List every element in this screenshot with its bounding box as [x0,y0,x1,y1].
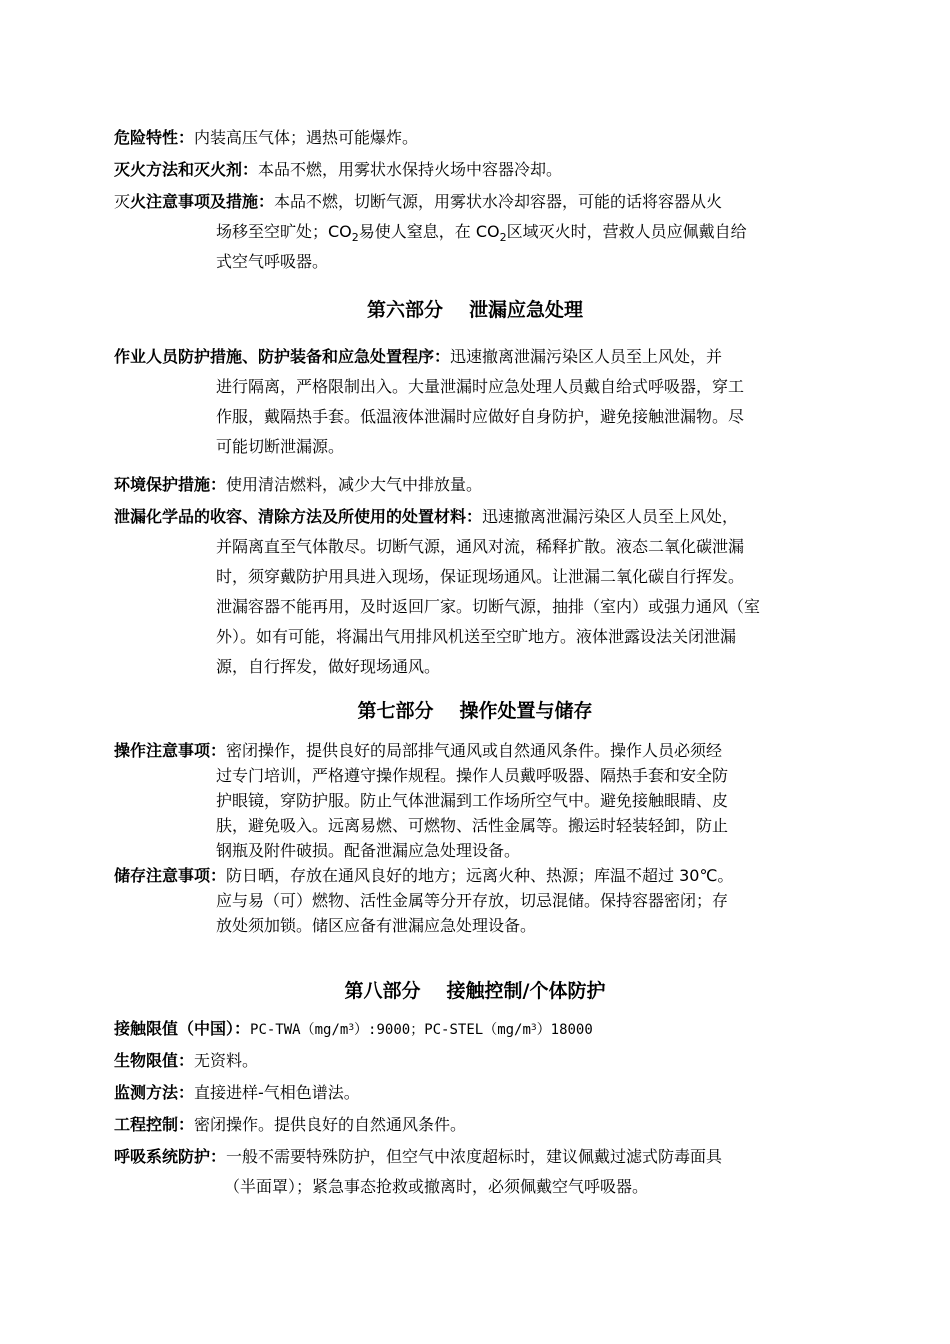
engineering-control-text: 密闭操作。提供良好的自然通风条件。 [194,1115,467,1134]
cleanup-line3: 时，须穿戴防护用具进入现场，保证现场通风。让泄漏二氧化碳自行挥发。 [216,567,745,586]
operation-line3: 护眼镜，穿防护服。防止气体泄漏到工作场所空气中。避免接触眼睛、皮 [216,791,729,810]
fire-notes-line2 [114,217,844,247]
engineering-control-label: 工程控制： [114,1115,195,1134]
storage-label: 储存注意事项： [114,866,227,885]
operation-label: 操作注意事项： [114,741,227,760]
bio-limit-text: 无资料。 [194,1051,259,1070]
exposure-limit-text-c: ）18000 [536,1022,593,1038]
respiratory-entry [114,1142,844,1202]
unit-superscript: 3 [530,1023,537,1033]
cleanup-line6: 源，自行挥发，做好现场通风。 [216,657,441,676]
ppe-entry [114,342,844,462]
env-text: 使用清洁燃料，减少大气中排放量。 [226,475,483,494]
fire-notes-line3: 式空气呼吸器。 [216,252,329,271]
storage-entry [114,863,844,938]
section7-number: 第七部分 [357,700,434,722]
operation-line5: 钢瓶及附件破损。配备泄漏应急处理设备。 [216,841,521,860]
storage-line1: 防日晒，存放在通风良好的地方；远离火种、热源；库温不超过 30℃。 [226,866,734,885]
hazard-label: 危险特性： [114,128,195,147]
operation-entry [114,738,844,863]
fire-notes-entry [114,187,844,277]
fire-notes-prefix: 灭 [114,192,131,211]
hazard-text: 内装高压气体；遇热可能爆炸。 [194,128,419,147]
fire-method-label: 灭火方法和灭火剂： [114,160,259,179]
fire-notes-line2-a: 场移至空旷处；CO [216,222,352,241]
operation-line1: 密闭操作，提供良好的局部排气通风或自然通风条件。操作人员必须经 [226,741,723,760]
ppe-line4: 可能切断泄漏源。 [216,437,345,456]
cleanup-label: 泄漏化学品的收容、清除方法及所使用的处置材料： [114,507,483,526]
cleanup-line2: 并隔离直至气体散尽。切断气源，通风对流，稀释扩散。液态二氧化碳泄漏 [216,537,745,556]
cleanup-entry [114,502,844,682]
section7-title: 操作处置与储存 [459,700,593,722]
respiratory-label: 呼吸系统防护： [114,1147,227,1166]
cleanup-line4: 泄漏容器不能再用，及时返回厂家。切断气源，抽排（室内）或强力通风（室 [216,597,761,616]
co2-subscript: 2 [499,231,507,244]
cleanup-line1: 迅速撤离泄漏污染区人员至上风处， [482,507,739,526]
ppe-line1: 迅速撤离泄漏污染区人员至上风处，并 [450,347,723,366]
fire-notes-line2-b: 易使人窒息，在 CO [358,222,500,241]
section6-number: 第六部分 [366,299,443,321]
co2-subscript: 2 [351,231,359,244]
storage-line3: 放处须加锁。储区应备有泄漏应急处理设备。 [216,916,537,935]
operation-line4: 肤，避免吸入。远离易燃、可燃物、活性金属等。搬运时轻装轻卸，防止 [216,816,729,835]
section6-heading [0,295,950,325]
bio-limit-label: 生物限值： [114,1051,195,1070]
bio-limit-entry [114,1046,844,1076]
ppe-line2: 进行隔离，严格限制出入。大量泄漏时应急处理人员戴自给式呼吸器，穿工 [216,377,745,396]
section6-title: 泄漏应急处理 [469,299,584,321]
exposure-limit-text-a: PC-TWA（mg/m [250,1022,349,1038]
fire-notes-line2-c: 区域灭火时，营救人员应佩戴自给 [506,222,747,241]
env-entry [114,470,844,500]
ppe-line3: 作服，戴隔热手套。低温液体泄漏时应做好自身防护，避免接触泄漏物。尽 [216,407,745,426]
hazard-entry [114,123,844,153]
exposure-limit-label: 接触限值（中国）： [114,1019,251,1038]
ppe-label: 作业人员防护措施、防护装备和应急处置程序： [114,347,451,366]
engineering-control-entry [114,1110,844,1140]
monitoring-label: 监测方法： [114,1083,195,1102]
fire-method-text: 本品不燃，用雾状水保持火场中容器冷却。 [258,160,563,179]
section8-number: 第八部分 [344,980,421,1002]
exposure-limit-text-b: ）:9000；PC-STEL（mg/m [354,1022,531,1038]
fire-notes-label: 火注意事项及措施： [130,192,275,211]
fire-notes-line1: 本品不燃，切断气源，用雾状水冷却容器，可能的话将容器从火 [274,192,723,211]
section7-heading [0,696,950,726]
respiratory-line2: （半面罩）；紧急事态抢救或撤离时，必须佩戴空气呼吸器。 [224,1177,649,1196]
unit-superscript: 3 [348,1023,355,1033]
operation-line2: 过专门培训，严格遵守操作规程。操作人员戴呼吸器、隔热手套和安全防 [216,766,729,785]
storage-line2: 应与易（可）燃物、活性金属等分开存放，切忌混储。保持容器密闭；存 [216,891,729,910]
cleanup-line5: 外）。如有可能，将漏出气用排风机送至空旷地方。液体泄露设法关闭泄漏 [216,627,737,646]
exposure-limit-entry [114,1014,844,1045]
section8-heading [0,976,950,1006]
fire-method-entry [114,155,844,185]
respiratory-line1: 一般不需要特殊防护，但空气中浓度超标时，建议佩戴过滤式防毒面具 [226,1147,723,1166]
section8-title: 接触控制/个体防护 [446,980,606,1002]
monitoring-entry [114,1078,844,1108]
monitoring-text: 直接进样-气相色谱法。 [194,1083,360,1102]
env-label: 环境保护措施： [114,475,227,494]
